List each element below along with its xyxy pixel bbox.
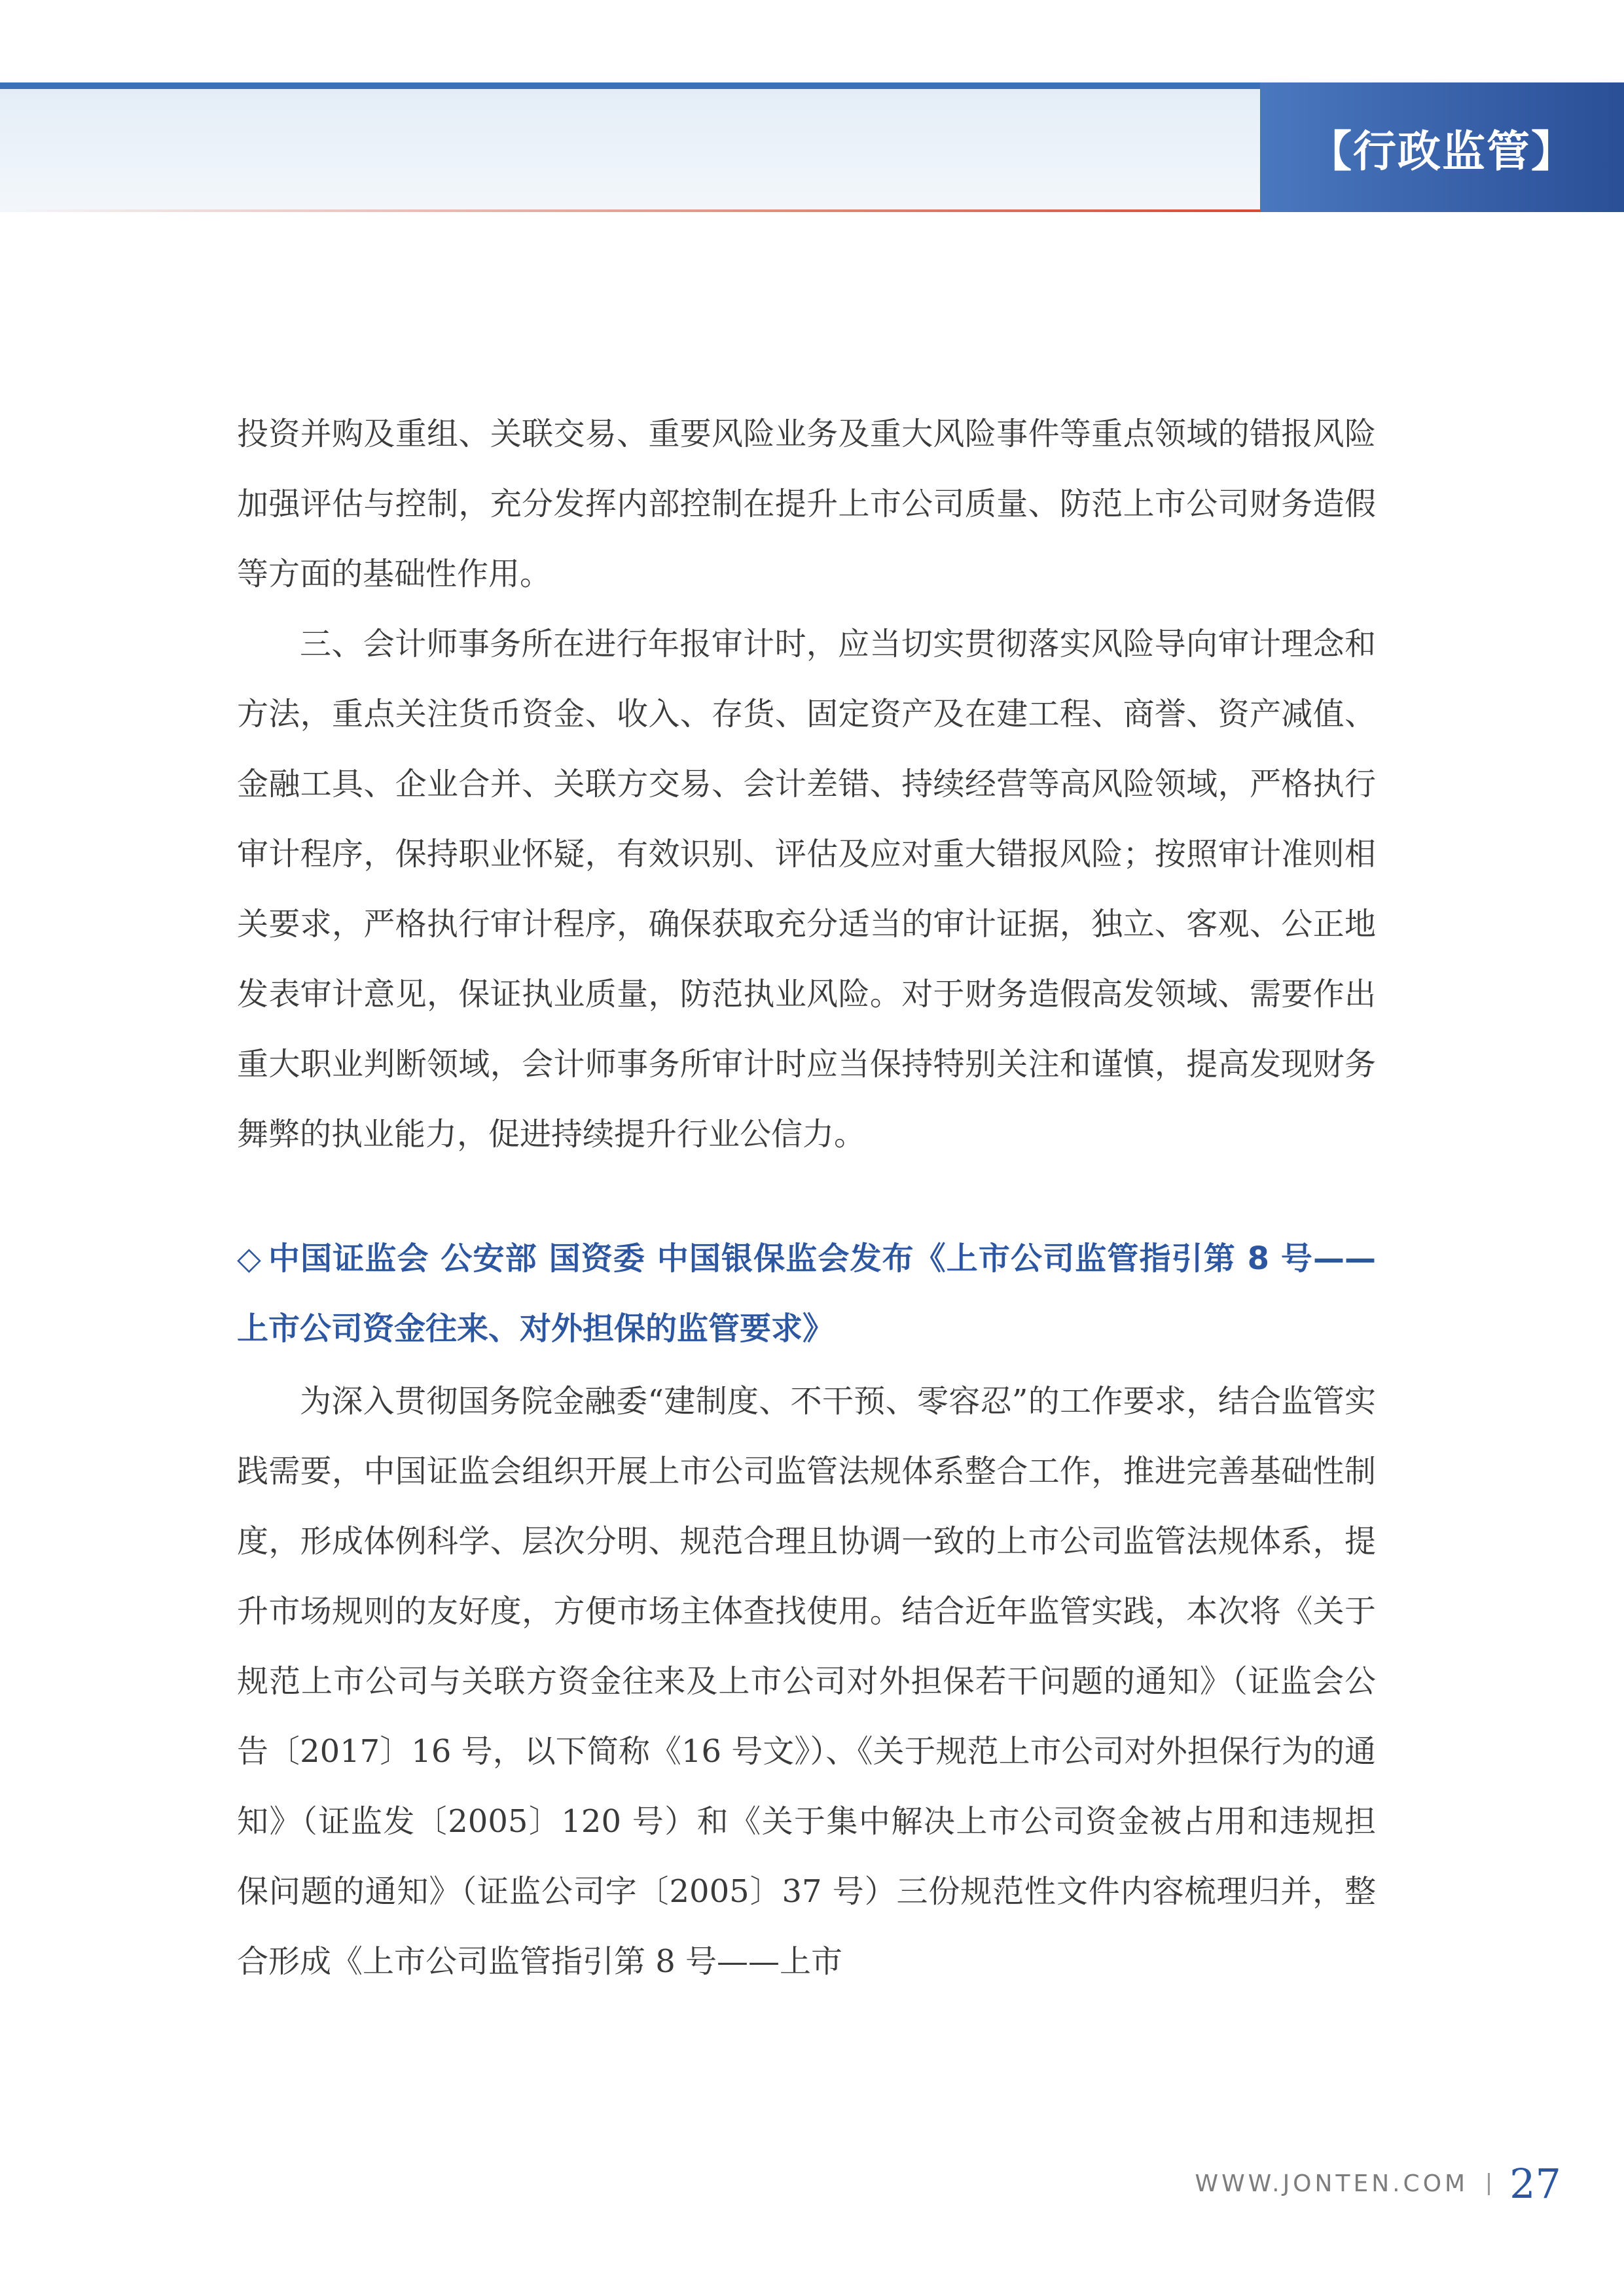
- article-title: [237, 1224, 1376, 1364]
- article-title-text: 中国证监会 公安部 国资委 中国银保监会发布《上市公司监管指引第 8 号——上市公司资金往来、对外担保的监管要求》: [237, 1240, 1376, 1347]
- footer-url: WWW.JONTEN.COM: [1195, 2170, 1469, 2197]
- diamond-icon: ◇: [237, 1240, 262, 1277]
- paragraph-audit-requirements: 三、会计师事务所在进行年报审计时，应当切实贯彻落实风险导向审计理念和方法，重点关注货币资金、收入、存货、固定资产及在建工程、商誉、资产减值、金融工具、企业合并、关联方交易、会计差错、持续经营等高风险领域，严格执行审计程序，保持职业怀疑，有效识别、评估及应对重大错报风险；按照审计准则相关要求，严格执行审计程序，确保获取充分适当的审计证据，独立、客观、公正地发表审计意见，保证执业质量，防范执业风险。对于财务造假高发领域、需要作出重大职业判断领域，会计师事务所审计时应当保持特别关注和谨慎，提高发现财务舞弊的执业能力，促进持续提升行业公信力。: [237, 626, 1376, 1153]
- header-band: [0, 82, 1260, 212]
- page-number: 27: [1509, 2160, 1561, 2208]
- section-tag: 【行政监管】: [1260, 82, 1624, 212]
- paragraph-continuation: 投资并购及重组、关联交易、重要风险业务及重大风险事件等重点领域的错报风险加强评估与控制，充分发挥内部控制在提升上市公司质量、防范上市公司财务造假等方面的基础性作用。: [237, 416, 1376, 592]
- page-content: [237, 399, 1376, 1997]
- paragraph-article-body: 为深入贯彻国务院金融委“建制度、不干预、零容忍”的工作要求，结合监管实践需要，中国证监会组织开展上市公司监管法规体系整合工作，推进完善基础性制度，形成体例科学、层次分明、规范合理且协调一致的上市公司监管法规体系，提升市场规则的友好度，方便市场主体查找使用。结合近年监管实践，本次将《关于规范上市公司与关联方资金往来及上市公司对外担保若干问题的通知》（证监会公告〔2017〕16 号，以下简称《16 号文》）、《关于规范上市公司对外担保行为的通知》（证监发〔2005〕120 号）和《关于集中解决上市公司资金被占用和违规担保问题的通知》（证监公司字〔2005〕37 号）三份规范性文件内容梳理归并，整合形成《上市公司监管指引第 8 号——上市: [237, 1383, 1376, 1980]
- footer-divider: [1488, 2173, 1490, 2195]
- header-underline: [0, 209, 1260, 212]
- page-footer: [1195, 2160, 1561, 2208]
